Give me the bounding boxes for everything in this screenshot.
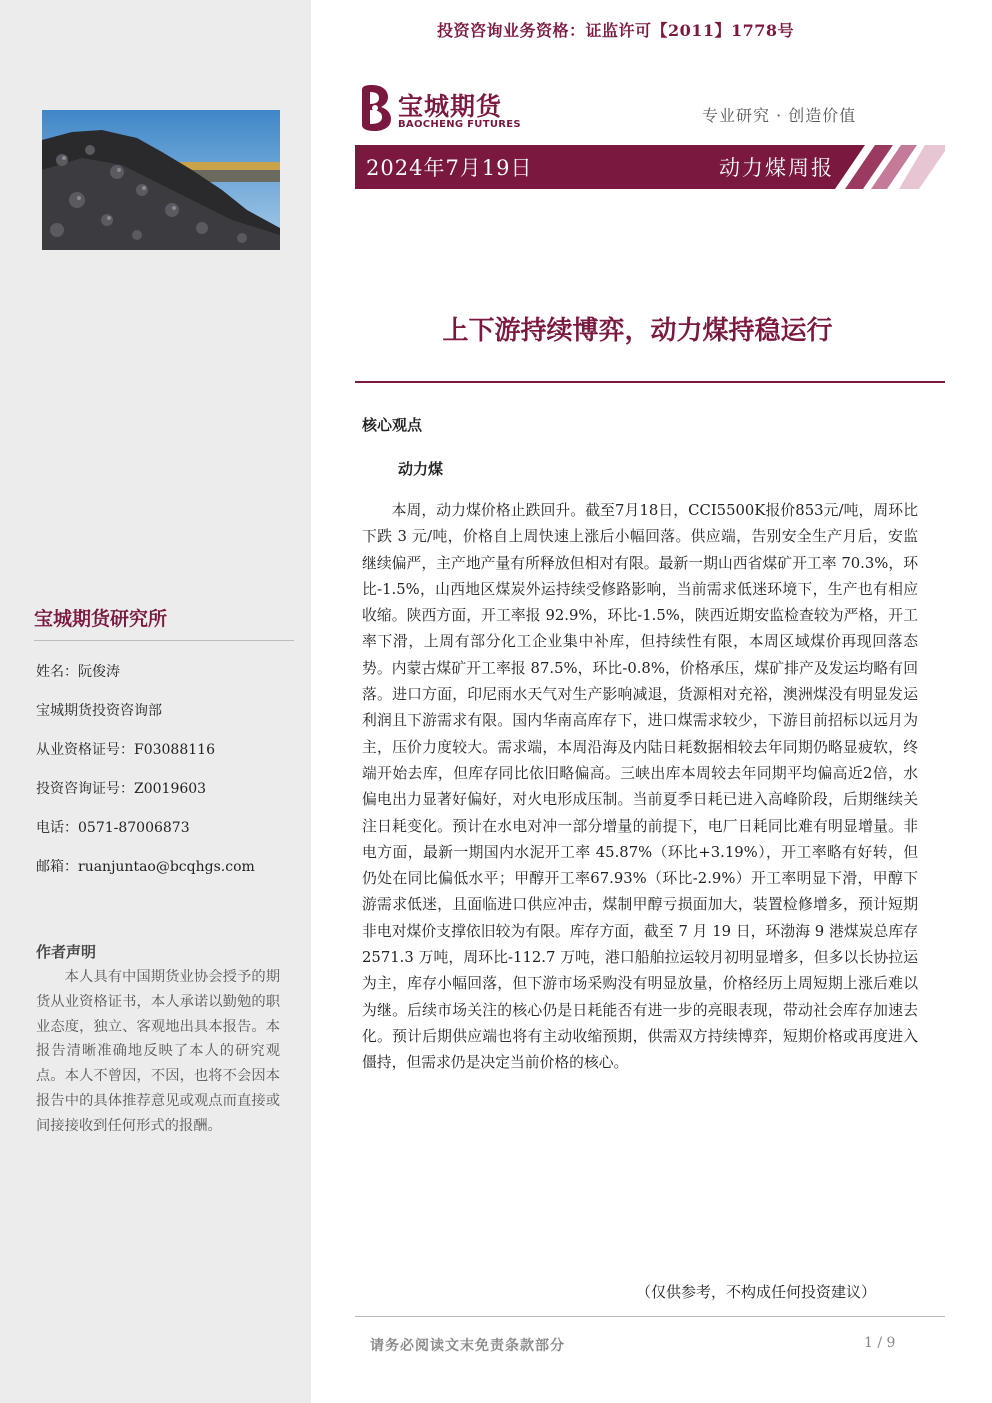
report-headline: 上下游持续博弈，动力煤持稳运行 <box>442 316 833 346</box>
coal-cover-image <box>42 110 280 250</box>
footer-notice: 请务必阅读文末免责条款部分 <box>370 1338 565 1354</box>
footer-divider <box>355 1316 945 1317</box>
sidebar-divider <box>34 640 294 641</box>
report-date: 2024年7月19日 <box>366 156 533 180</box>
headline-divider <box>355 381 945 383</box>
body-paragraph: 本周，动力煤价格止跌回升。截至7月18日，CCI5500K报价853元/吨，周环比下跌 3 元/吨，价格自上周快速上涨后小幅回落。供应端，告别安全生产月后，安监继续偏严，主产地产量有所释放但相对有限。最新一期山西省煤矿开工率 70.3%，环比-1.5%，山西地区煤炭外运持续受修路影响，当前需求低迷环境下，生产也有相应收缩。陕西方面，开工率报 92.9%，环比-1.5%，陕西近期安监检查较为严格，开工率下滑，上周有部分化工企业集中补库，但持续性有限，本周区域煤价再现回落态势。内蒙古煤矿开工率报 87.5%，环比-0.8%，价格承压，煤矿排产及发运均略有回落。进口方面，印尼雨水天气对生产影响减退，货源相对充裕，澳洲煤没有明显发运利润且下游需求有限。国内华南高库存下，进口煤需求较少，下游目前招标以远月为主，压价力度较大。需求端，本周沿海及内陆日耗数据相较去年同期仍略显疲软，终端开始去库，但库存同比依旧略偏高。三峡出库本周较去年同期平均偏高近2倍，水偏电出力显著好偏好，对火电形成压制。当前夏季日耗已进入高峰阶段，后期继续关注日耗变化。预计在水电对冲一部分增量的前提下，电厂日耗同比难有明显增量。非电方面，最新一期国内水泥开工率 45.87%（环比+3.19%），开工率略有好转，但仍处在同比偏低水平；甲醇开工率67.93%（环比-2.9%）开工率明显下滑，甲醇下游需求低迷，且面临进口供应冲击，煤制甲醇亏损面加大，装置检修增多，预计短期非电对煤价支撑依旧较为有限。库存方面，截至 7 月 19 日，环渤海 9 港煤炭总库存2571.3 万吨，周环比-112.7 万吨，港口船舶拉运较月初明显增多，但多以长协拉运为主，库存小幅回落，但下游市场采购没有明显放量，价格经历上周短期上涨后难以为继。后续市场关注的核心仍是日耗能否有进一步的亮眼表现，带动社会库存加速去化。预计后期供应端也将有主动收缩预期，供需双方持续博弈，短期价格或再度进入僵持，但需求仍是决定当前价格的核心。 <box>362 502 918 1072</box>
analyst-name: 姓名：阮俊涛 <box>36 664 120 680</box>
page-number: 1 / 9 <box>864 1335 896 1351</box>
logo-english-name: BAOCHENG FUTURES <box>398 119 521 130</box>
logo-name: 宝城期货 <box>398 92 503 121</box>
author-declaration-body: 本人具有中国期货业协会授予的期货从业资格证书，本人承诺以勤勉的职业态度，独立、客观地出具本报告。本报告清晰准确地反映了本人的研究观点。本人不曾因，不因，也将不会因本报告中的具体推荐意见或观点而直接或间接接收到任何形式的报酬。 <box>36 969 280 1134</box>
email: 邮箱：ruanjuntao@bcqhgs.com <box>36 859 255 875</box>
research-institute-name: 宝城期货研究所 <box>34 608 168 630</box>
phone: 电话：0571-87006873 <box>36 820 190 836</box>
department: 宝城期货投资咨询部 <box>36 703 162 719</box>
section-title: 核心观点 <box>362 416 423 434</box>
qualification-number: 从业资格证号：F03088116 <box>36 742 215 758</box>
consulting-number: 投资咨询证号：Z0019603 <box>36 781 207 797</box>
subsection-title: 动力煤 <box>398 460 444 478</box>
sidebar <box>0 0 311 1403</box>
author-declaration-title: 作者声明 <box>36 943 97 961</box>
disclaimer: （仅供参考，不构成任何投资建议） <box>636 1283 877 1301</box>
report-type: 动力煤周报 <box>719 156 834 180</box>
slogan: 专业研究 · 创造价值 <box>702 106 857 125</box>
license-text: 投资咨询业务资格：证监许可【2011】1778号 <box>437 21 795 40</box>
